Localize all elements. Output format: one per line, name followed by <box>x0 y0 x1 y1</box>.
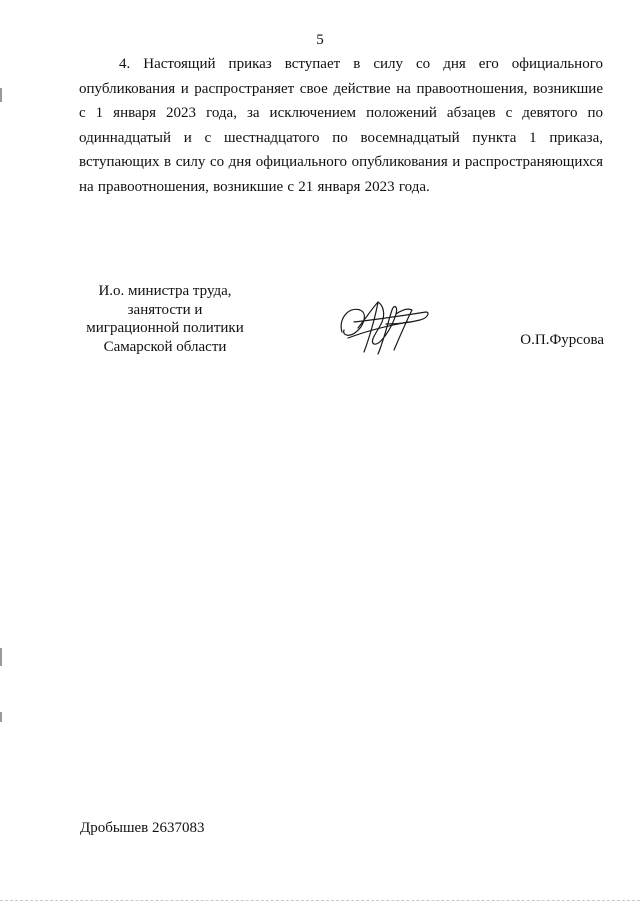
scan-artifact <box>0 712 2 722</box>
paragraph-4: 4. Настоящий приказ вступает в силу со дня его официального опубликования и распространяет свое действие на правоотношения, возникшие с 1 января 2023 года, за исключением положений абзацев с девятого по одиннадцатый и с шестнадцатого по восемнадцатый пункта 1 приказа, вступающих в силу со дня официального опубликования и распространяющихся на правоотношения, возникшие с 21 января 2023 года. <box>79 56 603 195</box>
signatory-position-line-4: Самарской области <box>103 338 227 355</box>
signatory-position-line-3: миграционной политики <box>86 320 244 336</box>
scan-artifact <box>0 648 2 666</box>
signatory-name: О.П.Фурсова <box>520 332 604 348</box>
signatory-position-line-2: занятости и <box>127 301 203 318</box>
executor-note: Дробышев 2637083 <box>80 820 205 836</box>
page-number: 5 <box>316 32 324 48</box>
signatory-position <box>60 282 270 356</box>
scan-artifact-bottom-edge <box>0 900 640 901</box>
signatory-position-line-1: И.о. министра труда, <box>98 283 232 299</box>
handwritten-signature <box>334 292 434 360</box>
scan-artifact <box>0 88 2 102</box>
